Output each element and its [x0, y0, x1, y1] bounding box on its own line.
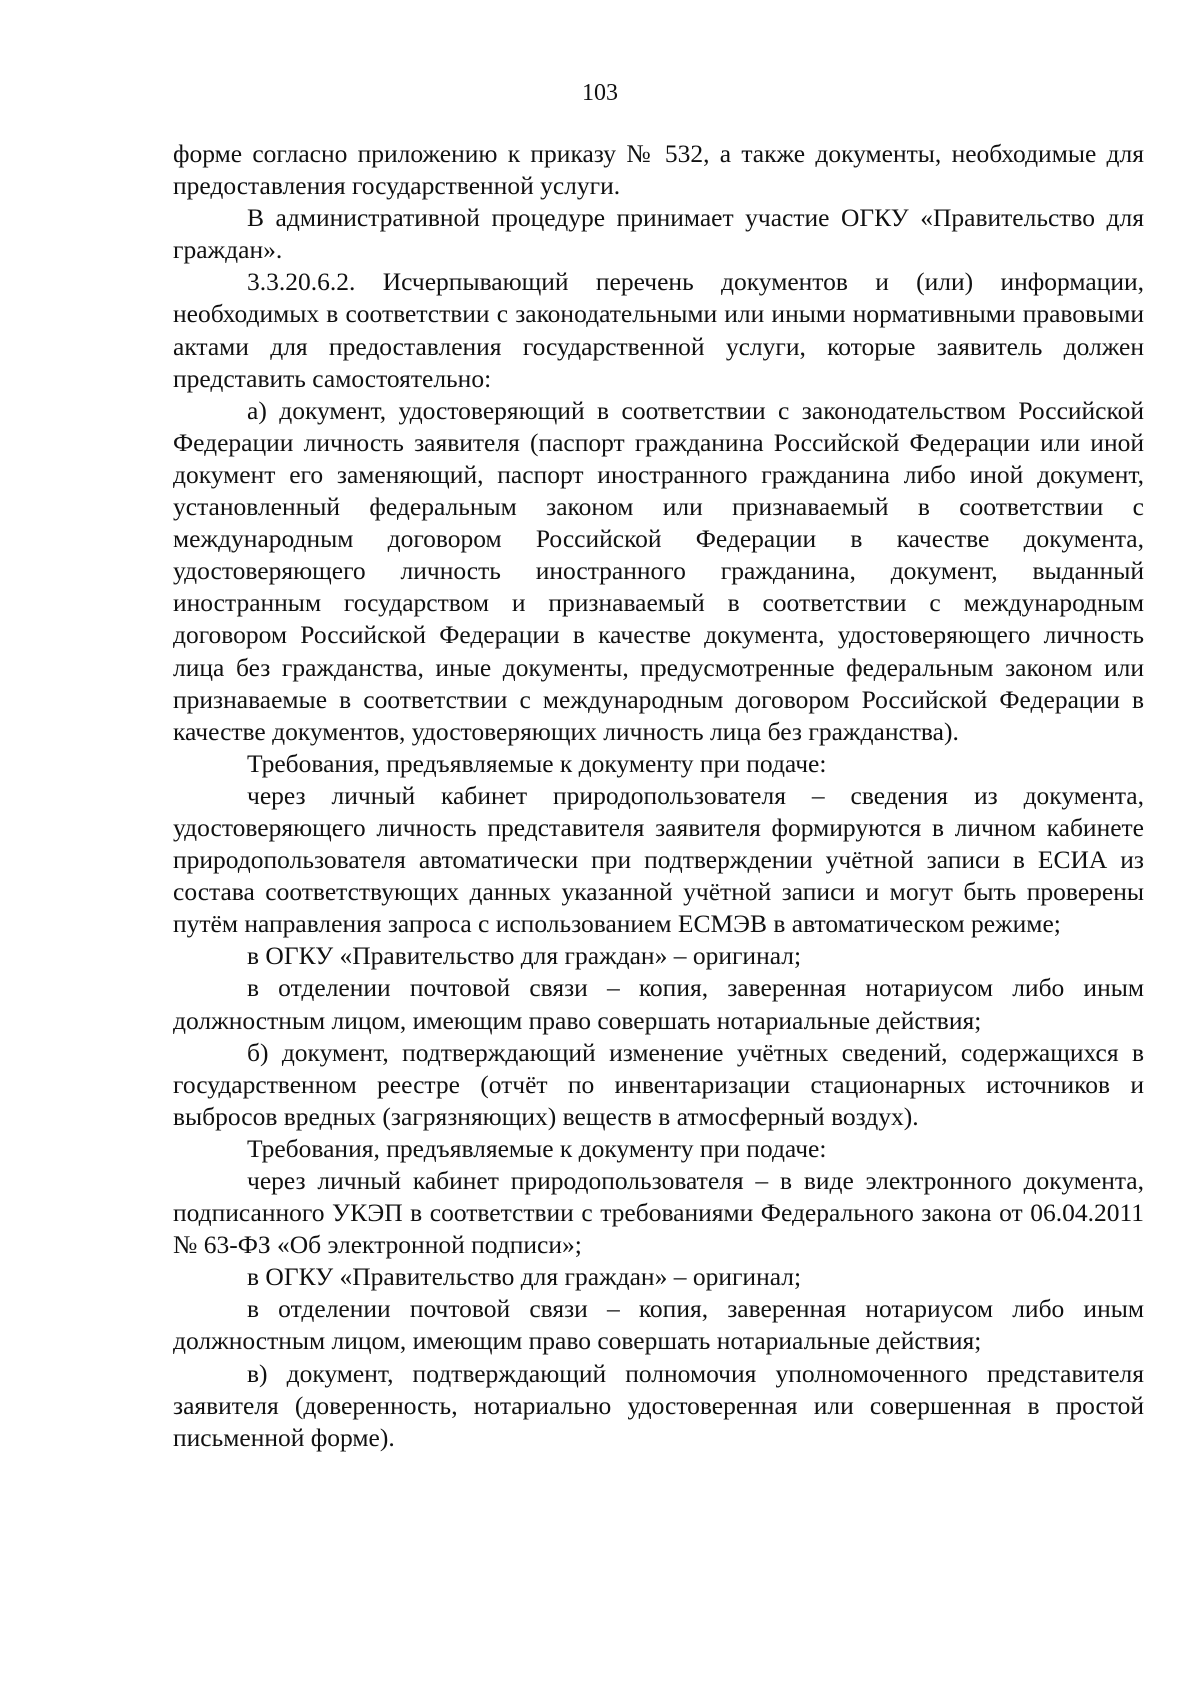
- paragraph: в отделении почтовой связи – копия, заверенная нотариусом либо иным должностным лицом, имеющим право совершать нотариальные действия;: [173, 973, 1144, 1035]
- paragraph: Требования, предъявляемые к документу при подаче:: [247, 748, 827, 778]
- paragraph: В административной процедуре принимает участие ОГКУ «Правительство для граждан».: [173, 203, 1144, 265]
- paragraph: 3.3.20.6.2. Исчерпывающий перечень документов и (или) информации, необходимых в соответствии с законодательными или иными нормативными правовыми актами для предоставления государственной услуги, которые заявитель должен представить самостоятельно:: [173, 267, 1144, 393]
- paragraph: через личный кабинет природопользователя – в виде электронного документа, подписанного УКЭП в соответствии с требованиями Федерального закона от 06.04.2011 № 63-ФЗ «Об электронной подписи»;: [173, 1166, 1144, 1260]
- paragraph: в ОГКУ «Правительство для граждан» – оригинал;: [247, 1262, 802, 1292]
- paragraph: Требования, предъявляемые к документу при подаче:: [247, 1133, 827, 1163]
- page-number: 103: [582, 80, 618, 106]
- document-body: [173, 138, 1144, 1454]
- paragraph: форме согласно приложению к приказу № 532, а также документы, необходимые для предоставления государственной услуги.: [173, 139, 1144, 201]
- paragraph: через личный кабинет природопользователя – сведения из документа, удостоверяющего личность представителя заявителя формируются в личном кабинете природопользователя автоматически при подтверждении учётной записи в ЕСИА из состава соответствующих данных указанной учётной записи и могут быть проверены путём направления запроса с использованием ЕСМЭВ в автоматическом режиме;: [173, 780, 1144, 939]
- paragraph: в) документ, подтверждающий полномочия уполномоченного представителя заявителя (доверенность, нотариально удостоверенная или совершенная в простой письменной форме).: [173, 1358, 1144, 1452]
- paragraph: в ОГКУ «Правительство для граждан» – оригинал;: [247, 941, 802, 971]
- paragraph: а) документ, удостоверяющий в соответствии с законодательством Российской Федерации личность заявителя (паспорт гражданина Российской Федерации или иной документ его заменяющий, паспорт иностранного гражданина либо иной документ, установленный федеральным законом или признаваемый в соответствии с международным договором Российской Федерации в качестве документа, удостоверяющего личность иностранного гражданина, документ, выданный иностранным государством и признаваемый в соответствии с международным договором Российской Федерации в качестве документа, удостоверяющего личность лица без гражданства, иные документы, предусмотренные федеральным законом или признаваемые в соответствии с международным договором Российской Федерации в качестве документов, удостоверяющих личность лица без гражданства).: [173, 395, 1144, 746]
- paragraph: в отделении почтовой связи – копия, заверенная нотариусом либо иным должностным лицом, имеющим право совершать нотариальные действия;: [173, 1294, 1144, 1356]
- paragraph: б) документ, подтверждающий изменение учётных сведений, содержащихся в государственном реестре (отчёт по инвентаризации стационарных источников и выбросов вредных (загрязняющих) веществ в атмосферный воздух).: [173, 1037, 1144, 1131]
